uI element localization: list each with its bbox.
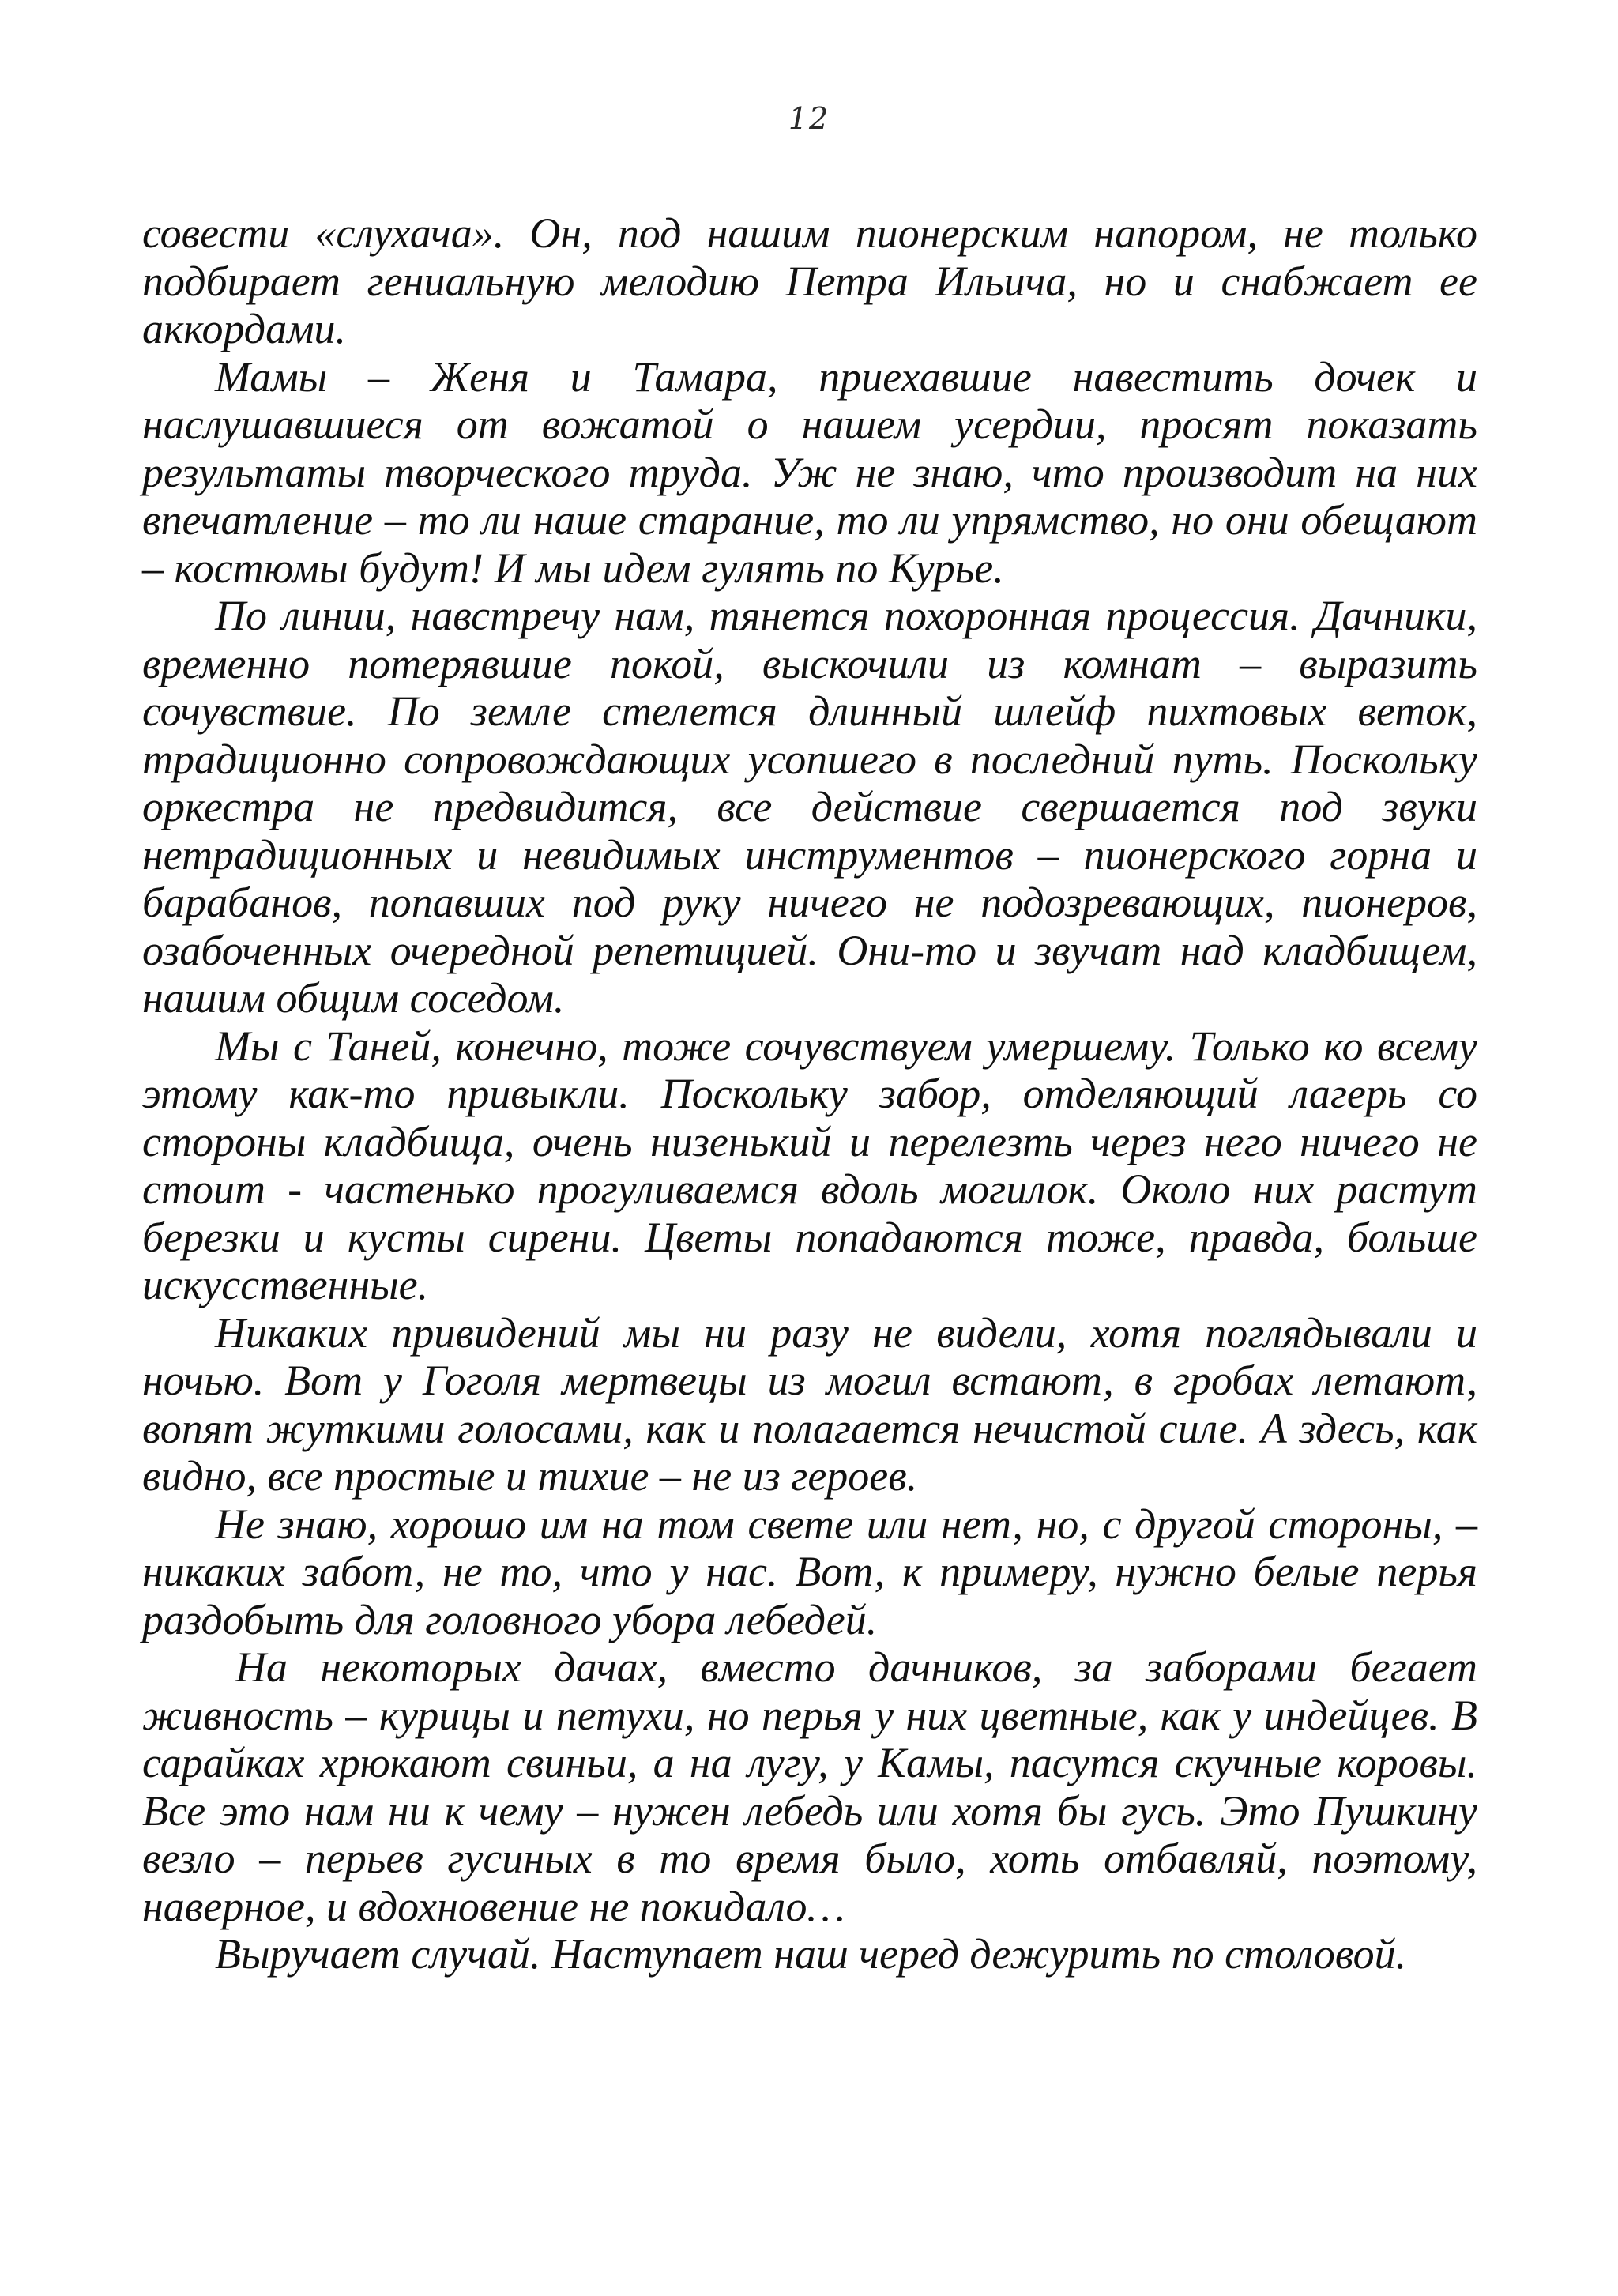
paragraph: По линии, навстречу нам, тянется похоронная процессия. Дачники, временно потерявшие покой, выскочили из комнат – выразить сочувствие. По земле стелется длинный шлейф пихтовых веток, традиционно сопровождающих усопшего в последний путь. Поскольку оркестра не предвидится, все действие свершается под звуки нетрадиционных и невидимых инструментов – пионерского горна и барабанов, попавших под руку ничего не подозревающих, пионеров, озабоченных очередной репетицией. Они-то и звучат над кладбищем, нашим общим соседом.	[142, 592, 1477, 1022]
paragraph: Мы с Таней, конечно, тоже сочувствуем умершему. Только ко всему этому как-то привыкли. Поскольку забор, отделяющий лагерь со стороны кладбища, очень низенький и перелезть через него ничего не стоит - частенько прогуливаемся вдоль могилок. Около них растут березки и кусты сирени. Цветы попадаются тоже, правда, больше искусственные.	[142, 1022, 1477, 1308]
paragraph-continuation: совести «слухача». Он, под нашим пионерским напором, не только подбирает гениальную мелодию Петра Ильича, но и снабжает ее аккордами.	[142, 209, 1477, 352]
paragraph: Выручает случай. Наступает наш черед дежурить по столовой.	[215, 1930, 1407, 1978]
paragraph: Мамы – Женя и Тамара, приехавшие навестить дочек и наслушавшиеся от вожатой о нашем усердии, просят показать результаты творческого труда. Уж не знаю, что производит на них впечатление – то ли наше старание, то ли упрямство, но они обещают – костюмы будут! И мы идем гулять по Курье.	[142, 352, 1477, 592]
body-text	[142, 209, 1477, 1978]
paragraph: Никаких привидений мы ни разу не видели, хотя поглядывали и ночью. Вот у Гоголя мертвецы из могил встают, в гробах летают, вопят жуткими голосами, как и полагается нечистой силе. А здесь, как видно, все простые и тихие – не из героев.	[142, 1308, 1477, 1500]
paragraph: Не знаю, хорошо им на том свете или нет, но, с другой стороны, – никаких забот, не то, что у нас. Вот, к примеру, нужно белые перья раздобыть для головного убора лебедей.	[142, 1500, 1477, 1643]
page-number: 12	[788, 101, 830, 136]
paragraph: На некоторых дачах, вместо дачников, за заборами бегает живность – курицы и петухи, но перья у них цветные, как у индейцев. В сарайках хрюкают свиньи, а на лугу, у Камы, пасутся скучные коровы. Все это нам ни к чему – нужен лебедь или хотя бы гусь. Это Пушкину везло – перьев гусиных в то время было, хоть отбавляй, поэтому, наверное, и вдохновение не покидало…	[142, 1643, 1477, 1930]
